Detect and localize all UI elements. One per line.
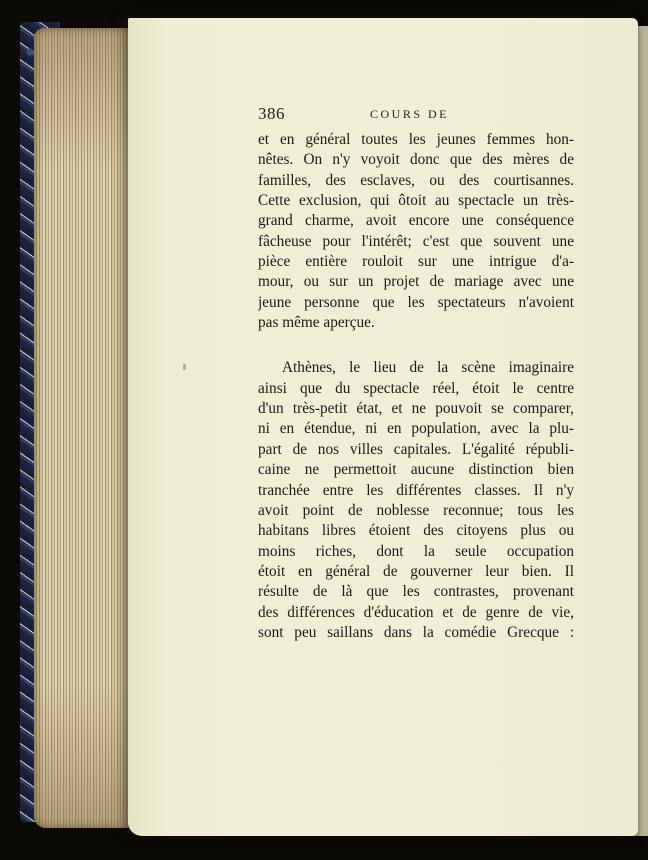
page-number: 386: [258, 104, 285, 123]
text-line: fâcheuse pour l'intérêt; c'est que souvent une: [258, 232, 574, 250]
text-line: pas même aperçue.: [258, 314, 375, 332]
running-head: COURS DE: [370, 107, 450, 121]
text-line: grand charme, avoit encore une conséquence: [258, 212, 574, 230]
text-line: habitans libres étoient des citoyens plus ou: [258, 522, 574, 540]
text-line: Athènes, le lieu de la scène imaginaire: [282, 359, 574, 377]
paragraph: [258, 130, 574, 333]
text-line: ni en étendue, ni en population, avec la plu-: [258, 420, 574, 438]
body-text: [258, 130, 574, 643]
text-line: d'un très-petit état, et ne pouvoit se comparer,: [258, 400, 574, 418]
text-line: Cette exclusion, qui ôtoit au spectacle un très-: [258, 192, 574, 210]
text-line: avoit point de noblesse reconnue; tous les: [258, 501, 574, 519]
text-line: ainsi que du spectacle réel, étoit le centre: [258, 379, 574, 397]
text-line: mour, ou sur un projet de mariage avec une: [258, 273, 574, 291]
paragraph: [258, 358, 574, 643]
text-line: moins riches, dont la seule occupation: [258, 542, 574, 560]
text-line: caine ne permettoit aucune distinction bien: [258, 461, 574, 479]
text-line: nêtes. On n'y voyoit donc que des mères de: [258, 151, 574, 169]
page-header: [258, 104, 578, 130]
text-line: part de nos villes capitales. L'égalité républi-: [258, 440, 574, 458]
text-line: tranchée entre les différentes classes. Il n'y: [258, 481, 574, 499]
paragraph-gap: [258, 333, 574, 358]
text-line: résulte de là que les contrastes, provenant: [258, 583, 574, 601]
text-line: étoit en général de gouverner leur bien. Il: [258, 562, 574, 580]
text-line: familles, des esclaves, ou des courtisannes.: [258, 171, 574, 189]
text-line: jeune personne que les spectateurs n'avoient: [258, 293, 574, 311]
text-line: et en général toutes les jeunes femmes hon-: [258, 131, 574, 148]
text-line: pièce entière rouloit sur une intrigue d'a-: [258, 253, 574, 271]
margin-mark: [183, 364, 186, 370]
text-line: des différences d'éducation et de genre de vie,: [258, 603, 574, 621]
text-line: sont peu saillans dans la comédie Grecque :: [258, 623, 574, 641]
